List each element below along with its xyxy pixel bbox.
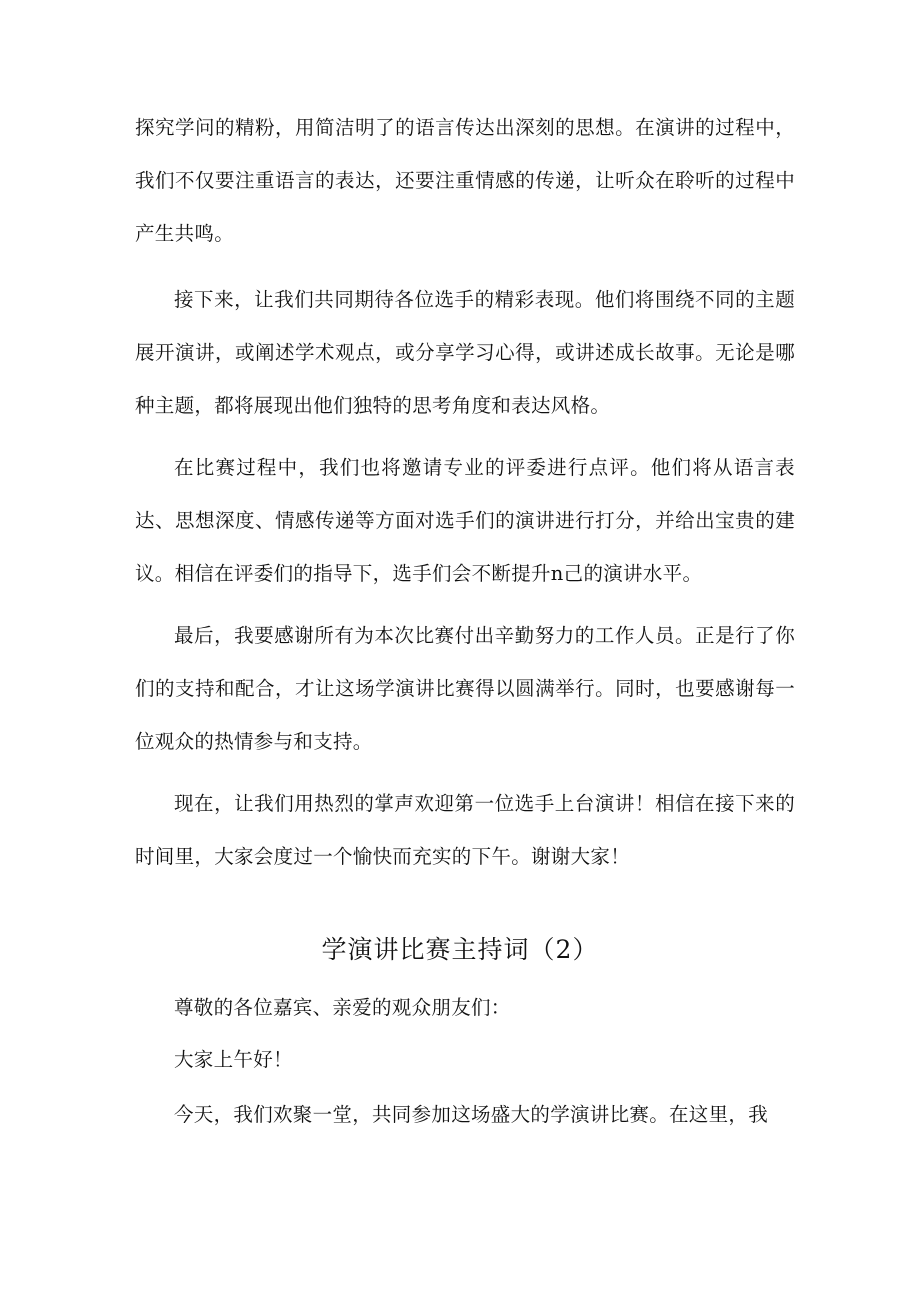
paragraph-good-morning: 大家上午好！ [174,1048,293,1071]
paragraph-greeting: 尊敬的各位嘉宾、亲爱的观众朋友们： [174,996,511,1019]
paragraph-next-contestants: 接下来，让我们共同期待各位选手的精彩表现。他们将围绕不同的主题展开演讲，或阐述学术观点，或分享学习心得，或讲述成长故事。无论是哪种主题，都将展现出他们独特的思考角度和表达风格。 [135,288,795,417]
paragraph-thanks: 最后，我要感谢所有为本次比赛付出辛勤努力的工作人员。正是行了你们的支持和配合，才让这场学演讲比赛得以圆满举行。同时，也要感谢每一位观众的热情参与和支持。 [135,624,795,753]
paragraph-judges: 在比赛过程中，我们也将邀请专业的评委进行点评。他们将从语言表达、思想深度、情感传递等方面对选手们的演讲进行打分，并给出宝贵的建议。相信在评委们的指导下，选手们会不断提升n己的演讲水平。 [135,456,795,585]
paragraph-continued: 探究学问的精粉，用简洁明了的语言传达出深刻的思想。在演讲的过程中，我们不仅要注重语言的表达，还要注重情感的传递，让听众在聆听的过程中产生共鸣。 [135,116,795,245]
section-title: 学演讲比赛主持词（2） [321,935,599,964]
paragraph-opening: 今天，我们欢聚一堂，共同参加这场盛大的学演讲比赛。在这里，我 [174,1103,769,1126]
paragraph-welcome: 现在，让我们用热烈的掌声欢迎第一位选手上台演讲！相信在接下来的时间里，大家会度过一个愉快而充实的下午。谢谢大家！ [135,792,795,868]
